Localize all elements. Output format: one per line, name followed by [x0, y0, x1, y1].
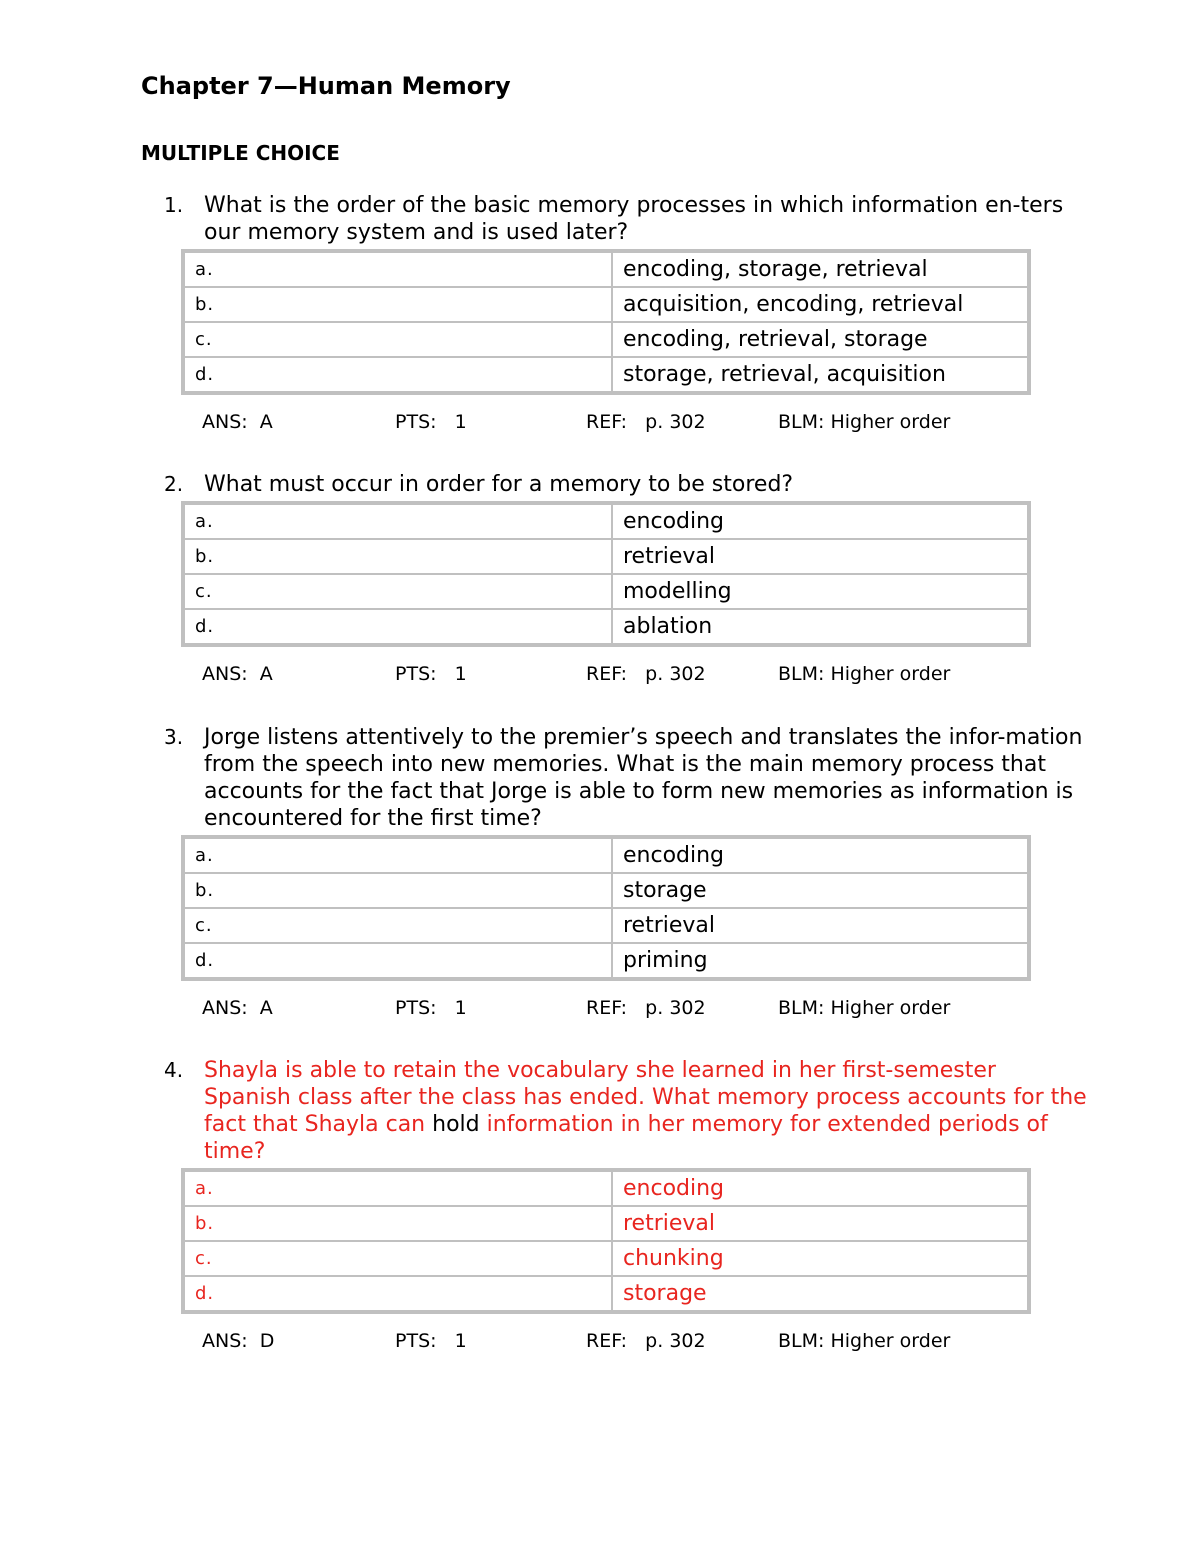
page-reference: REF: p. 302 — [586, 997, 706, 1019]
option-text: ablation — [612, 609, 1028, 644]
question-3 — [0, 724, 1200, 1021]
answer-key: ANS: A — [202, 663, 273, 685]
answer-options-table — [181, 835, 1031, 981]
option-letter: d. — [184, 609, 612, 644]
option-text: encoding — [612, 504, 1028, 539]
option-letter: c. — [184, 908, 612, 943]
option-row — [184, 252, 1028, 287]
question-number: 4. — [164, 1058, 184, 1082]
question-1 — [0, 192, 1200, 435]
answer-key: ANS: D — [202, 1330, 275, 1352]
option-text: modelling — [612, 574, 1028, 609]
question-number: 1. — [164, 193, 184, 217]
question-text — [164, 724, 1089, 832]
points: PTS: 1 — [395, 997, 467, 1019]
option-row — [184, 1241, 1028, 1276]
question-number: 3. — [164, 725, 184, 749]
question-text — [164, 192, 1089, 246]
option-letter: a. — [184, 504, 612, 539]
option-letter: a. — [184, 838, 612, 873]
option-text: retrieval — [612, 1206, 1028, 1241]
option-row — [184, 539, 1028, 574]
option-letter: a. — [184, 252, 612, 287]
question-body-black-word: hold — [432, 1112, 480, 1137]
option-letter: d. — [184, 357, 612, 392]
option-text: chunking — [612, 1241, 1028, 1276]
option-row — [184, 1206, 1028, 1241]
points: PTS: 1 — [395, 411, 467, 433]
option-text: retrieval — [612, 908, 1028, 943]
option-row — [184, 287, 1028, 322]
answer-key: ANS: A — [202, 997, 273, 1019]
question-text — [164, 471, 1089, 498]
question-body: What is the order of the basic memory processes in which information en-ters our memory system and is used later? — [204, 193, 1064, 245]
blm-level: BLM: Higher order — [778, 1330, 951, 1352]
option-letter: b. — [184, 287, 612, 322]
page-reference: REF: p. 302 — [586, 411, 706, 433]
points: PTS: 1 — [395, 1330, 467, 1352]
blm-level: BLM: Higher order — [778, 411, 951, 433]
option-row — [184, 322, 1028, 357]
blm-level: BLM: Higher order — [778, 663, 951, 685]
option-text: encoding, retrieval, storage — [612, 322, 1028, 357]
question-body: What must occur in order for a memory to be stored? — [204, 472, 794, 497]
option-letter: c. — [184, 574, 612, 609]
option-text: priming — [612, 943, 1028, 978]
answer-key: ANS: A — [202, 411, 273, 433]
option-letter: c. — [184, 1241, 612, 1276]
section-heading: MULTIPLE CHOICE — [141, 141, 340, 165]
option-text: retrieval — [612, 539, 1028, 574]
option-letter: c. — [184, 322, 612, 357]
answer-meta — [202, 409, 1200, 435]
option-text: storage — [612, 873, 1028, 908]
option-letter: b. — [184, 873, 612, 908]
option-letter: d. — [184, 1276, 612, 1311]
question-body: Jorge listens attentively to the premier’s speech and translates the infor-mation from the speech into new memories. What is the main memory process that accounts for the fact that Jorge is able to form new memories as information is encountered for the first time? — [204, 725, 1083, 831]
question-2 — [0, 471, 1200, 687]
question-number: 2. — [164, 472, 184, 496]
question-body-end: information in her memory for extended periods of time? — [204, 1112, 1048, 1164]
option-text: acquisition, encoding, retrieval — [612, 287, 1028, 322]
option-row — [184, 908, 1028, 943]
answer-options-table — [181, 249, 1031, 395]
page-reference: REF: p. 302 — [586, 1330, 706, 1352]
option-row — [184, 873, 1028, 908]
answer-meta — [202, 1328, 1200, 1354]
question-text — [164, 1057, 1089, 1165]
option-row — [184, 574, 1028, 609]
option-text: storage, retrieval, acquisition — [612, 357, 1028, 392]
option-row — [184, 1171, 1028, 1206]
option-text: encoding, storage, retrieval — [612, 252, 1028, 287]
blm-level: BLM: Higher order — [778, 997, 951, 1019]
option-row — [184, 838, 1028, 873]
points: PTS: 1 — [395, 663, 467, 685]
option-letter: d. — [184, 943, 612, 978]
answer-meta — [202, 995, 1200, 1021]
option-text: encoding — [612, 838, 1028, 873]
option-row — [184, 504, 1028, 539]
answer-meta — [202, 661, 1200, 687]
page-title: Chapter 7—Human Memory — [141, 72, 511, 100]
answer-options-table — [181, 501, 1031, 647]
option-row — [184, 943, 1028, 978]
option-text: encoding — [612, 1171, 1028, 1206]
option-row — [184, 1276, 1028, 1311]
answer-options-table — [181, 1168, 1031, 1314]
option-text: storage — [612, 1276, 1028, 1311]
question-body-start: Shayla is able to retain the vocabulary she learned in her first-semester Spanish class after the class has ended. What memory process accounts for the fact that Shayla can — [204, 1058, 1087, 1137]
option-letter: b. — [184, 1206, 612, 1241]
option-letter: a. — [184, 1171, 612, 1206]
question-4 — [0, 1057, 1200, 1354]
option-row — [184, 357, 1028, 392]
option-row — [184, 609, 1028, 644]
page-reference: REF: p. 302 — [586, 663, 706, 685]
option-letter: b. — [184, 539, 612, 574]
